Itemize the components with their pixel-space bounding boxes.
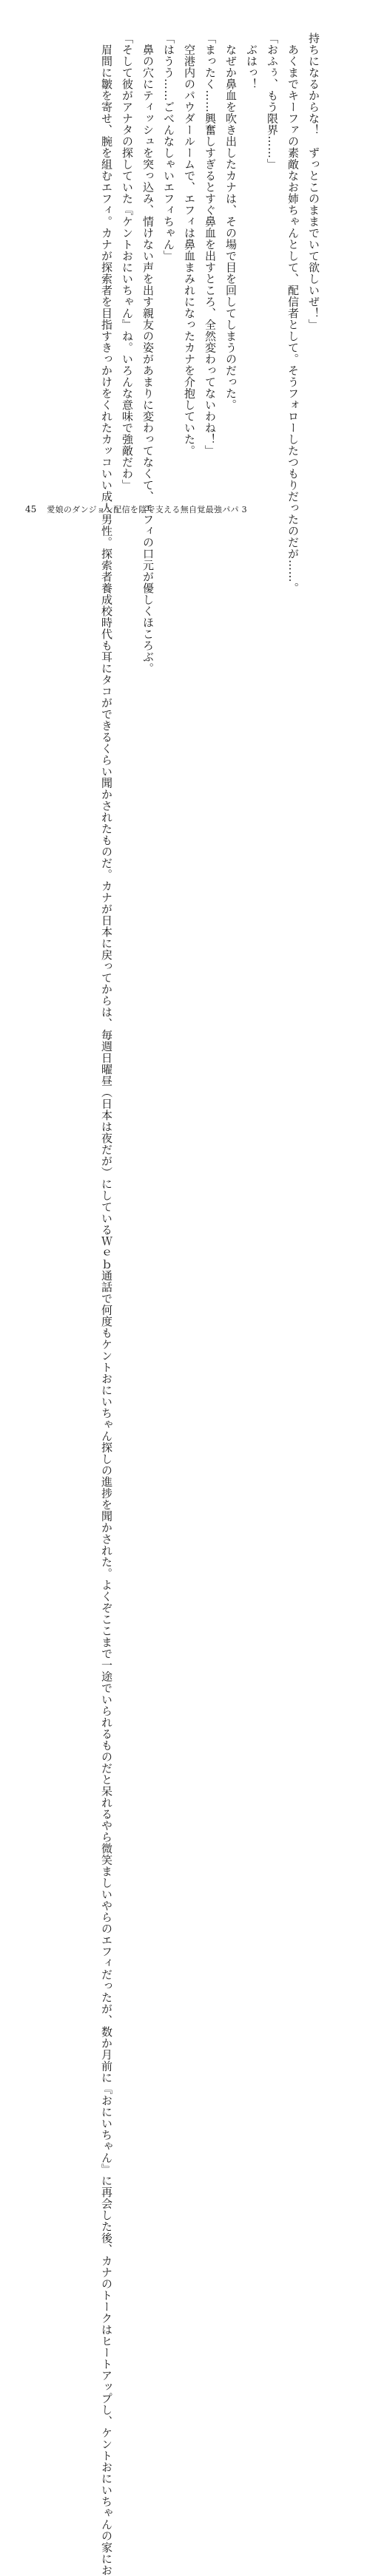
body-line: 鼻の穴にティッシュを突っ込み、情けない声を出す親友の姿があまりに変わってなくて、エフィの口元が優しくほころぶ。 xyxy=(141,33,155,674)
body-line: 「はうう……ごべんなしゃいエフィちゃん」 xyxy=(162,33,175,262)
body-line: 「おふぅ、もう限界……」 xyxy=(266,33,279,170)
body-line: 持ちになるからな！ ずっとこのままでいて欲しいぜ！」 xyxy=(307,33,320,330)
page-footer xyxy=(25,503,247,515)
body-line: 「まったく……興奮しすぎるとすぐ鼻血を出すところ、全然変わってないわね！」 xyxy=(204,33,217,457)
page-number: 45 xyxy=(25,504,37,514)
body-line: 「そして彼がアナタの探していた『ケントおにいちゃん』ね。いろんな意味で強敵だわ」 xyxy=(121,33,134,491)
running-title: 愛娘のダンジョン配信を陰で支える無自覚最強パパ 3 xyxy=(47,505,247,514)
body-line: あくまでキーファの素敵なお姉ちゃんとして、配信者として。そうフォローしたつもりだったのだが……。 xyxy=(286,33,300,594)
body-line: なぜか鼻血を吹き出したカナは、その場で目を回してしまうのだった。 xyxy=(224,33,238,411)
body-line: ぶはっ！ xyxy=(245,33,258,90)
body-line: 眉間に皺を寄せ、腕を組むエフィ。カナが探索者を目指すきっかけをくれたカッコいい成人男性。探索者養成校時代も耳にタコができるくらい聞かされたものだ。カナが日本に戻ってからは、毎週日曜昼（日本は夜だが）にしているＷｅｂ通話で何度もケントおにいちゃん探しの進捗を聞かされた。よくぞここまで一途でいられるものだと呆れるやら微笑ましいやらのエフィだったが、数か月前に『おにいちゃん』に再会した後、カナのトークはヒートアップし、ケントおにいちゃんの家にお xyxy=(100,33,113,2576)
body-line: 空港内のパウダールームで、エフィは鼻血まみれになったカナを介抱していた。 xyxy=(183,33,196,457)
